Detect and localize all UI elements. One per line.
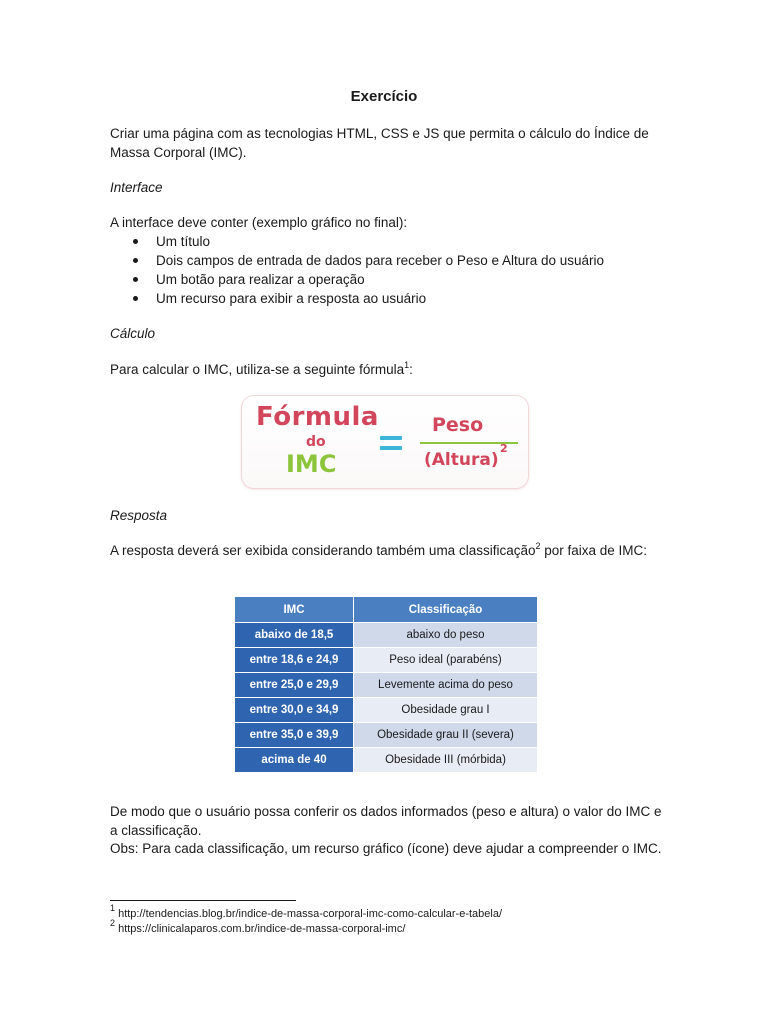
table-row [235, 648, 538, 673]
footnote-separator [110, 900, 296, 901]
table-row [235, 673, 538, 698]
table-header-row [235, 597, 538, 623]
footnote-ref-1: 1 [404, 360, 410, 370]
list-item: Um botão para realizar a operação [110, 270, 670, 289]
calculo-colon: : [409, 362, 413, 377]
imc-formula-graphic [242, 396, 528, 488]
list-item: Um título [110, 232, 670, 251]
observation-paragraph: Obs: Para cada classificação, um recurso gráfico (ícone) deve ajudar a compreender o IMC. [110, 841, 662, 856]
formula-numerator: Peso [432, 414, 484, 436]
formula-do: do [306, 434, 326, 450]
classification-cell: abaixo do peso [354, 623, 538, 648]
table-row [235, 698, 538, 723]
classification-cell: Obesidade III (mórbida) [354, 748, 538, 773]
header-classificacao: Classificação [354, 597, 538, 623]
imc-range-cell: abaixo de 18,5 [235, 623, 354, 648]
page-title: Exercício [350, 88, 418, 105]
footnote-2 [110, 918, 406, 936]
table-row [235, 748, 538, 773]
footnote-mark: 1 [110, 903, 116, 913]
header-imc: IMC [235, 597, 354, 623]
list-item: Um recurso para exibir a resposta ao usuário [110, 289, 670, 308]
formula-word: Fórmula [256, 402, 379, 432]
footnote-ref-2: 2 [535, 541, 541, 551]
footnote-link: http://tendencias.blog.br/indice-de-massa-corporal-imc-como-calcular-e-tabela/ [115, 908, 503, 920]
interface-paragraph: A interface deve conter (exemplo gráfico no final): [110, 215, 408, 230]
formula-exponent: 2 [500, 442, 508, 455]
interface-list [110, 232, 670, 308]
formula-denominator: (Altura) [424, 450, 499, 470]
formula-imc: IMC [286, 450, 337, 478]
table-row [235, 723, 538, 748]
imc-range-cell: entre 35,0 e 39,9 [235, 723, 354, 748]
classification-cell: Levemente acima do peso [354, 673, 538, 698]
resposta-text: A resposta deverá ser exibida considerando também uma classificação [110, 543, 536, 558]
table-row [235, 623, 538, 648]
resposta-paragraph [110, 541, 670, 560]
heading-resposta: Resposta [110, 508, 168, 523]
footnote-mark: 2 [110, 918, 116, 928]
imc-range-cell: entre 30,0 e 34,9 [235, 698, 354, 723]
intro-paragraph: Criar uma página com as tecnologias HTML, CSS e JS que permita o cálculo do Índice de Massa Corporal (IMC). [110, 126, 649, 160]
calculo-paragraph [110, 360, 670, 379]
heading-interface: Interface [110, 180, 163, 195]
heading-calculo: Cálculo [110, 326, 156, 341]
list-item: Dois campos de entrada de dados para receber o Peso e Altura do usuário [110, 251, 670, 270]
classification-cell: Obesidade grau II (severa) [354, 723, 538, 748]
footnote-link: https://clinicalaparos.com.br/indice-de-massa-corporal-imc/ [115, 923, 406, 935]
footnote-1 [110, 903, 503, 921]
resposta-text-end: por faixa de IMC: [540, 543, 648, 558]
classification-cell: Obesidade grau I [354, 698, 538, 723]
imc-range-cell: acima de 40 [235, 748, 354, 773]
imc-range-cell: entre 18,6 e 24,9 [235, 648, 354, 673]
classification-cell: Peso ideal (parabéns) [354, 648, 538, 673]
imc-range-cell: entre 25,0 e 29,9 [235, 673, 354, 698]
calculo-text: Para calcular o IMC, utiliza-se a seguinte fórmula [110, 362, 405, 377]
equals-sign-icon [380, 436, 402, 451]
closing-paragraph: De modo que o usuário possa conferir os dados informados (peso e altura) o valor do IMC e a classificação. [110, 804, 662, 838]
imc-classification-table [234, 596, 538, 773]
